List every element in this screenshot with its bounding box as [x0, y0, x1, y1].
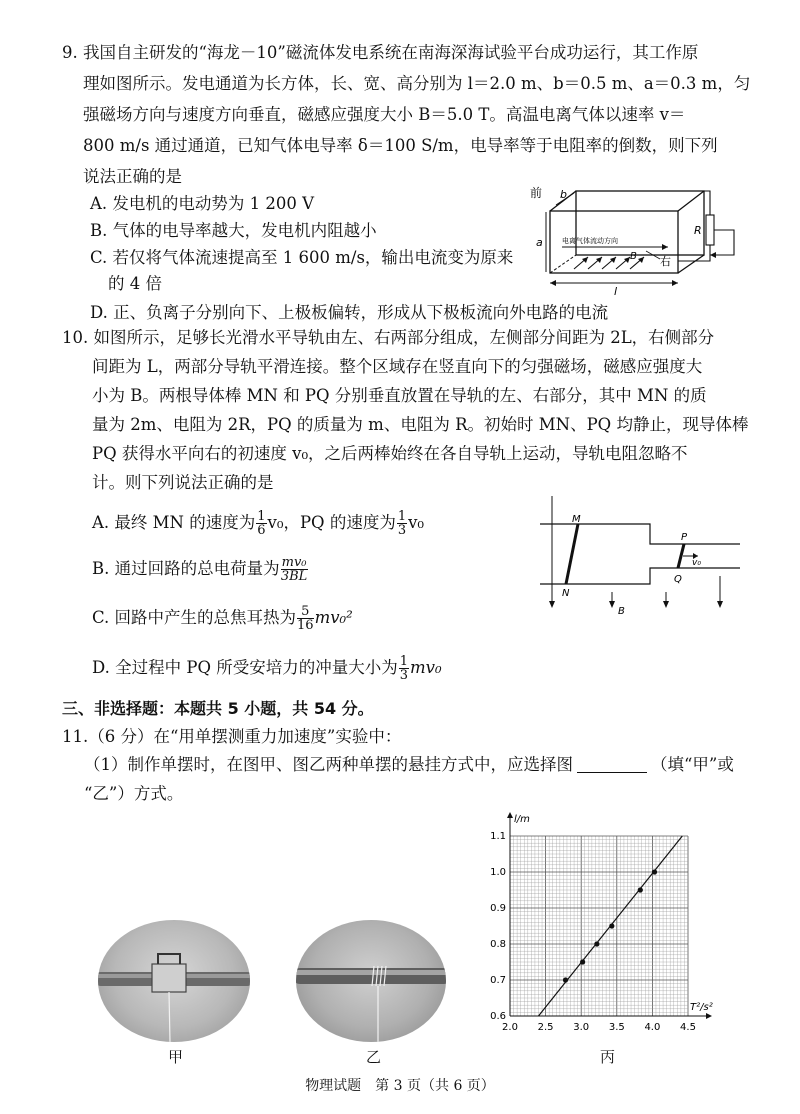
q10-option-b [92, 556, 309, 583]
field-b-label-q10: B [618, 606, 625, 617]
x-tick-label: 2.0 [502, 1022, 518, 1033]
section-3-heading: 三、非选择题：本题共 5 小题，共 54 分。 [62, 699, 374, 718]
q10-stem-line-2: 间距为 L，两部分导轨平滑连接。整个区域存在竖直向下的匀强磁场，磁感应强度大 [92, 357, 703, 376]
y-tick-label: 1.0 [490, 867, 506, 878]
rod-m-label: M [572, 514, 581, 525]
pendulum-photo-yi [296, 920, 446, 1042]
q9-option-d: D. 正、负离子分别向下、上极板偏转，形成从下极板流向外电路的电流 [90, 303, 609, 322]
q10-option-c-text: C. 回路中产生的总焦耳热为 [92, 608, 297, 627]
flow-direction-label: 电离气体流动方向 [562, 237, 618, 245]
rod-q-label: Q [674, 574, 682, 585]
dim-b-label: b [560, 188, 567, 201]
y-tick-label: 0.7 [490, 975, 506, 986]
q10-option-b-text: B. 通过回路的总电荷量为 [92, 559, 280, 578]
x-tick-label: 3.5 [608, 1022, 625, 1033]
v0-label: v₀ [692, 558, 701, 568]
q10-option-c [92, 605, 353, 632]
q11-line-2 [84, 752, 734, 778]
pendulum-photo-jia [98, 920, 250, 1042]
q10-stem-line-5: PQ 获得水平向右的初速度 v₀，之后两棒始终在各自导轨上运动，导轨电阻忽略不 [92, 444, 688, 463]
x-tick-label: 3.0 [573, 1022, 590, 1033]
wound-thread-rod-illustration [296, 920, 446, 1042]
rod-p-label: P [681, 532, 688, 543]
q11-line-3: “乙”）方式。 [84, 784, 184, 803]
q10-option-a-text-2: v₀，PQ 的速度为 [267, 513, 396, 532]
q10-option-d-expr: mv₀ [410, 658, 442, 677]
q10-option-a-text-1: A. 最终 MN 的速度为 [92, 513, 256, 532]
l-vs-t2-chart [480, 808, 730, 1044]
q10-stem-line-4: 量为 2m、电阻为 2R，PQ 的质量为 m、电阻为 R。初始时 MN、PQ 均静止，现导体棒 [92, 415, 749, 434]
data-point [594, 941, 599, 946]
field-b-label: B [630, 251, 637, 262]
fraction-one-sixth: $\frac{1}{6}$ [257, 509, 266, 538]
x-tick-label: 4.0 [644, 1022, 661, 1033]
data-point [652, 869, 657, 874]
x-tick-label: 4.5 [680, 1022, 696, 1033]
q9-option-b: B. 气体的电导率越大，发电机内阻越小 [90, 221, 377, 240]
fraction-charge: $\frac{\text{mv₀}}{3BL}$ [280, 555, 308, 584]
dim-a-label: a [536, 236, 543, 249]
x-axis-arrow [706, 1013, 712, 1019]
dim-l-label: l [614, 285, 618, 297]
fraction-five-sixteenths: $\frac{5}{16}$ [297, 604, 314, 633]
q11-line-2-tail: （填“甲”或 [651, 755, 734, 774]
data-point [580, 959, 585, 964]
q10-option-c-expr: mv₀² [314, 608, 353, 627]
q9-stem-line-2: 理如图所示。发电通道为长方体，长、宽、高分别为 l＝2.0 m、b＝0.5 m、a＝0.3 m，匀 [83, 74, 751, 93]
x-tick-label: 2.5 [537, 1022, 554, 1033]
data-point [563, 977, 568, 982]
caption-bing: 丙 [600, 1048, 616, 1066]
binder-clip-rod-illustration [98, 920, 250, 1042]
answer-blank[interactable] [577, 754, 647, 773]
q9-generator-diagram [528, 185, 750, 297]
q9-stem-line-1: 9. 我国自主研发的“海龙－10”磁流体发电系统在南海深海试验平台成功运行，其工作原 [62, 43, 699, 62]
q10-option-d-text: D. 全过程中 PQ 所受安培力的冲量大小为 [92, 658, 398, 677]
y-axis-label: l/m [514, 814, 530, 825]
y-axis-arrow [507, 812, 513, 818]
q9-option-c-cont: 的 4 倍 [108, 274, 162, 293]
right-label: 右 [660, 255, 671, 268]
fraction-one-third-d: $\frac{1}{3}$ [399, 654, 409, 683]
data-point [638, 887, 643, 892]
q9-option-c: C. 若仅将气体流速提高至 1 600 m/s，输出电流变为原来 [90, 248, 514, 267]
q11-line-1: 11.（6 分）在“用单摆测重力加速度”实验中： [62, 727, 402, 746]
y-tick-label: 0.8 [490, 939, 506, 950]
data-point [609, 923, 614, 928]
caption-yi: 乙 [366, 1048, 382, 1066]
y-tick-label: 1.1 [490, 831, 506, 842]
q10-option-a [92, 510, 424, 537]
front-label: 前 [530, 186, 543, 200]
q9-stem-line-5: 说法正确的是 [83, 167, 182, 186]
x-axis-label: T²/s² [690, 1002, 713, 1013]
q11-line-2-text: （1）制作单摆时，在图甲、图乙两种单摆的悬挂方式中，应选择图 [84, 755, 573, 774]
caption-jia: 甲 [168, 1048, 184, 1066]
q10-stem-line-3: 小为 B。两根导体棒 MN 和 PQ 分别垂直放置在导轨的左、右部分，其中 MN 的质 [92, 386, 707, 405]
fraction-one-third: $\frac{1}{3}$ [397, 509, 407, 538]
y-tick-label: 0.6 [490, 1011, 506, 1022]
q10-stem-line-6: 计。则下列说法正确的是 [92, 473, 274, 492]
resistor-r-label: R [694, 224, 702, 237]
y-tick-label: 0.9 [490, 903, 506, 914]
q9-option-a: A. 发电机的电动势为 1 200 V [90, 194, 315, 213]
q10-option-a-text-3: v₀ [408, 513, 425, 532]
q9-stem-line-3: 强磁场方向与速度方向垂直，磁感应强度大小 B＝5.0 T。高温电离气体以速率 v＝ [83, 105, 686, 124]
q10-rails-diagram [540, 492, 745, 622]
page-footer: 物理试题 第 3 页（共 6 页） [305, 1078, 495, 1094]
q10-stem-line-1: 10. 如图所示，足够长光滑水平导轨由左、右两部分组成，左侧部分间距为 2L，右侧部分 [62, 328, 715, 347]
q9-stem-line-4: 800 m/s 通过通道，已知气体电导率 δ＝100 S/m，电导率等于电阻率的倒数，则下列 [83, 136, 718, 155]
rod-n-label: N [562, 588, 570, 599]
q10-option-d [92, 655, 442, 682]
